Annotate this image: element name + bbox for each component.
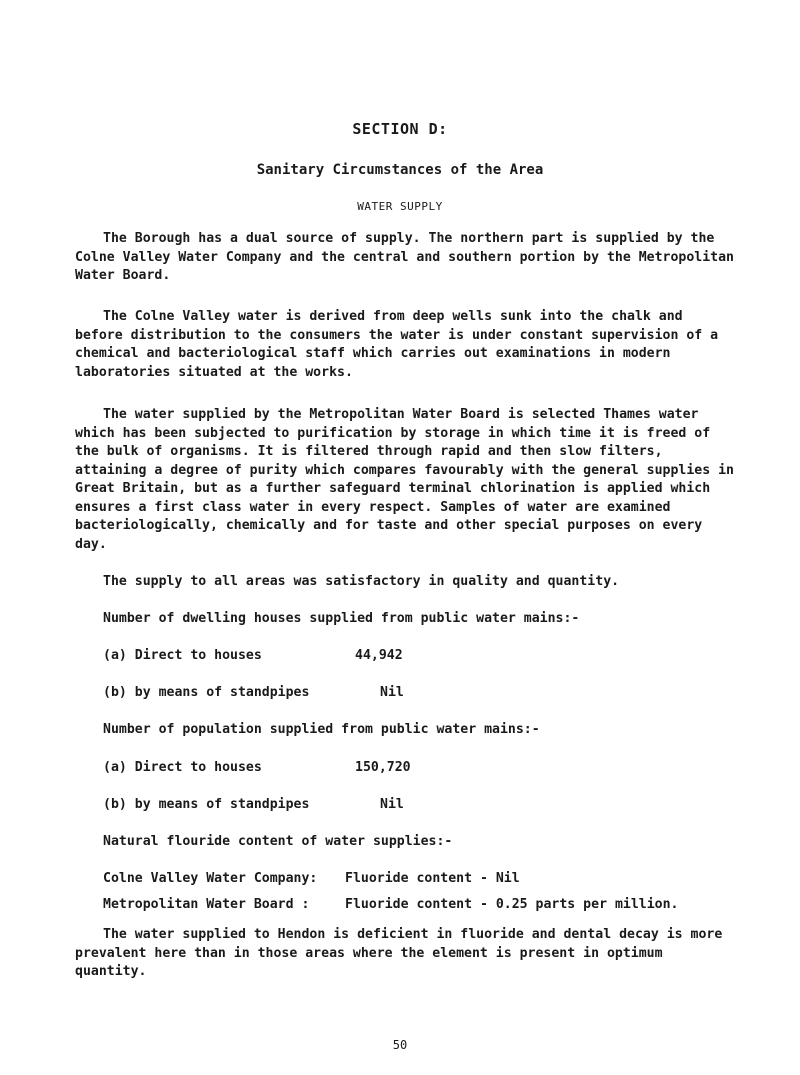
fluoride-colne-label: Colne Valley Water Company:: [103, 871, 318, 886]
paragraph-metropolitan: The water supplied by the Metropolitan Water Board is selected Thames water which has been subjected to purification by storage in which time it is freed of the bulk of organisms. It is filtered through rapid and then slow filters, attaining a degree of purity which compares favourably with the general supplies in Great Britain, but as a further safeguard terminal chlorination is applied which ensures a first class water in every respect. Samples of water are examined bacteriologically, chemically and for taste and other special purposes on every day.: [75, 407, 734, 552]
dwelling-standpipes-value: Nil: [380, 685, 404, 700]
population-direct-label: (a) Direct to houses: [103, 760, 262, 775]
population-standpipes-value: Nil: [380, 797, 404, 812]
dwelling-direct-value: 44,942: [355, 648, 403, 663]
population-direct-value: 150,720: [355, 760, 411, 775]
paragraph-closing: The water supplied to Hendon is deficient in fluoride and dental decay is more prevalent here than in those areas where the element is present in optimum quantity.: [75, 927, 723, 979]
fluoride-intro: Natural flouride content of water supplies:-: [103, 834, 453, 849]
fluoride-colne-value: Fluoride content - Nil: [345, 871, 520, 886]
paragraph-supply-satisfactory: The supply to all areas was satisfactory in quality and quantity.: [103, 574, 620, 589]
fluoride-metro-value: Fluoride content - 0.25 parts per million.: [345, 897, 679, 912]
paragraph-dual-source: The Borough has a dual source of supply. The northern part is supplied by the Colne Valley Water Company and the central and southern portion by the Metropolitan Water Board.: [75, 231, 734, 283]
dwelling-intro: Number of dwelling houses supplied from public water mains:-: [103, 611, 580, 626]
dwelling-standpipes-label: (b) by means of standpipes: [103, 685, 310, 700]
page-number: 50: [392, 1038, 408, 1052]
water-supply-heading: WATER SUPPLY: [357, 200, 443, 213]
population-intro: Number of population supplied from public water mains:-: [103, 722, 540, 737]
fluoride-metro-label: Metropolitan Water Board :: [103, 897, 310, 912]
dwelling-direct-label: (a) Direct to houses: [103, 648, 262, 663]
section-subtitle: Sanitary Circumstances of the Area: [256, 162, 544, 178]
section-title: SECTION D:: [352, 120, 448, 138]
population-standpipes-label: (b) by means of standpipes: [103, 797, 310, 812]
paragraph-colne-valley: The Colne Valley water is derived from deep wells sunk into the chalk and before distribution to the consumers the water is under constant supervision of a chemical and bacteriological staff which carries out examinations in modern laboratories situated at the works.: [75, 309, 719, 380]
